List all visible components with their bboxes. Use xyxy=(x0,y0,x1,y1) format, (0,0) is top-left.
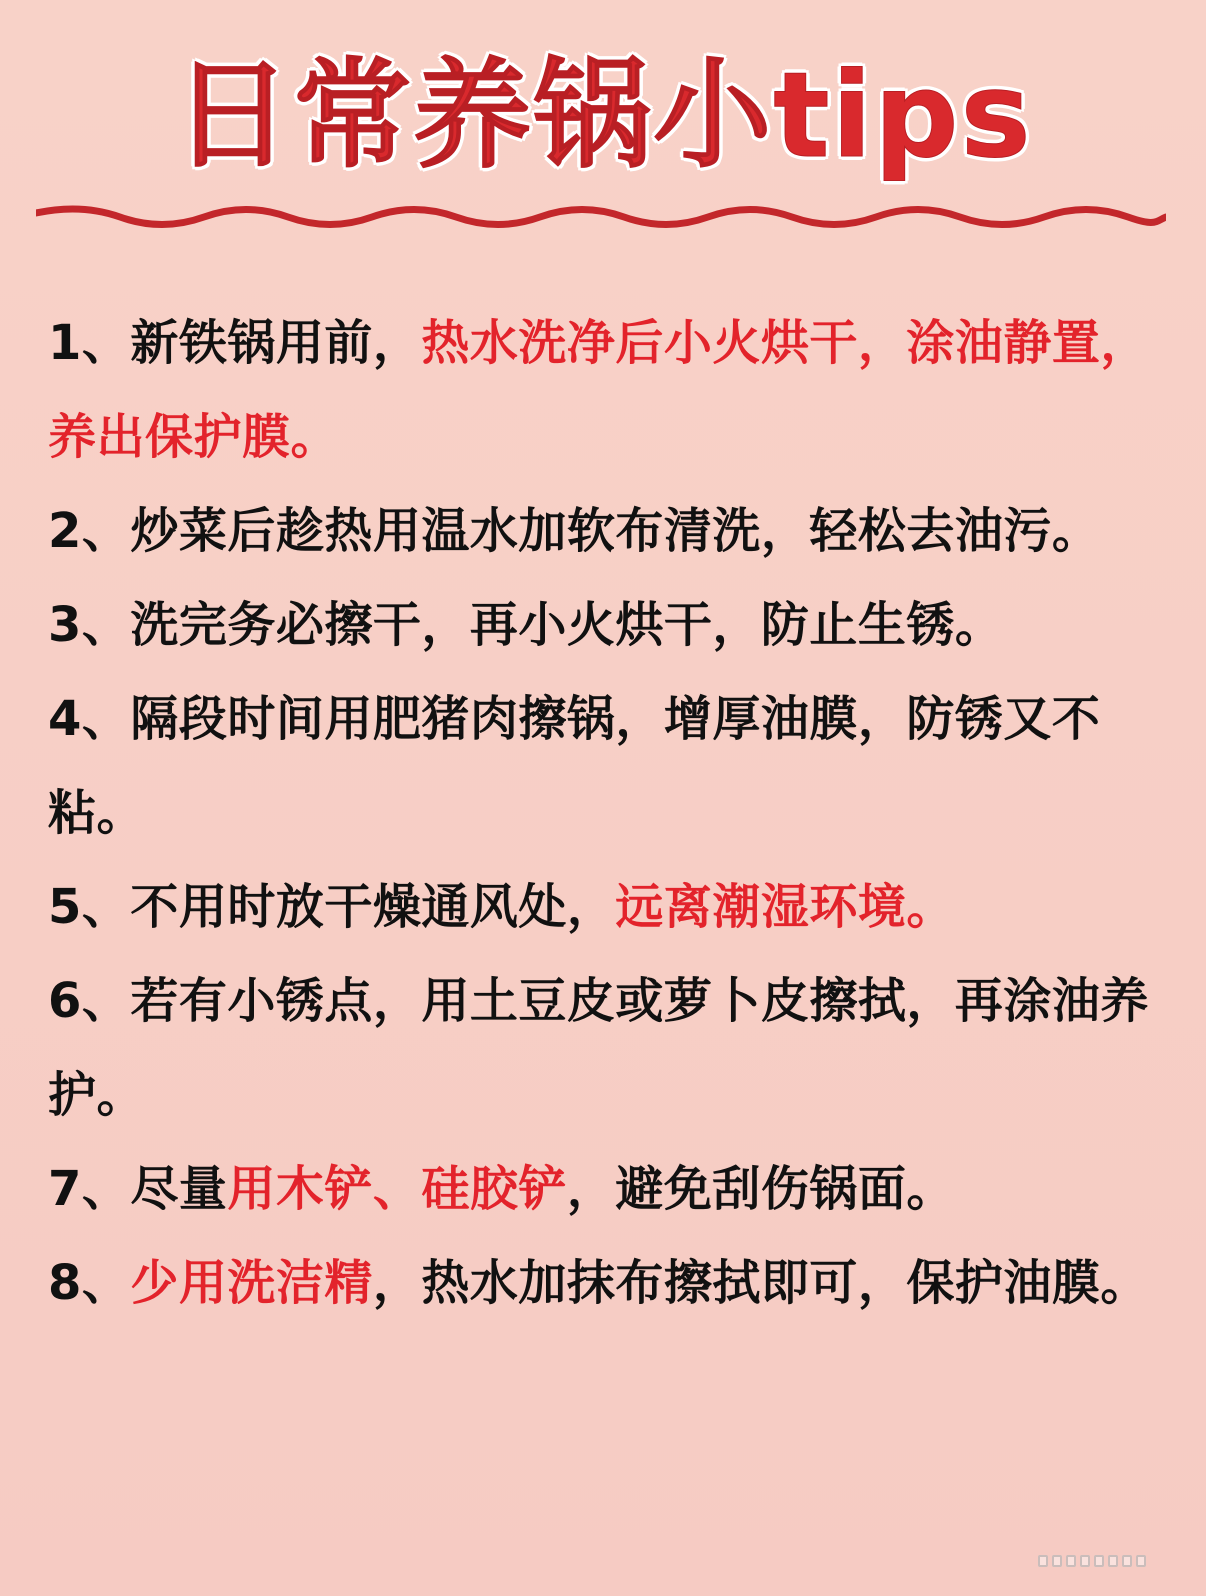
tip-item-2 xyxy=(48,484,1160,578)
tip-7-highlight: 用木铲、硅胶铲 xyxy=(227,1161,567,1217)
tip-7-tail: ，避免刮伤锅面。 xyxy=(566,1161,955,1217)
watermark-block-icon xyxy=(1080,1555,1090,1567)
tip-4-text: 4、隔段时间用肥猪肉擦锅，增厚油膜，防锈又不粘。 xyxy=(48,691,1101,841)
watermark-block-icon xyxy=(1136,1555,1146,1567)
watermark-block-icon xyxy=(1052,1555,1062,1567)
watermark-icon xyxy=(1038,1552,1178,1568)
watermark-block-icon xyxy=(1094,1555,1104,1567)
tip-1-highlight: 热水洗净后小火烘干，涂油静置，养出保护膜。 xyxy=(48,315,1149,465)
tip-6-text: 6、若有小锈点，用土豆皮或萝卜皮擦拭，再涂油养护。 xyxy=(48,973,1149,1123)
tip-item-4 xyxy=(48,672,1160,860)
tip-item-8 xyxy=(48,1236,1160,1330)
tip-item-3 xyxy=(48,578,1160,672)
watermark-block-icon xyxy=(1108,1555,1118,1567)
tip-2-text: 2、炒菜后趁热用温水加软布清洗，轻松去油污。 xyxy=(48,503,1101,559)
tip-5-text: 5、不用时放干燥通风处， xyxy=(48,879,616,935)
tip-3-text: 3、洗完务必擦干，再小火烘干，防止生锈。 xyxy=(48,597,1004,653)
title-area xyxy=(0,40,1206,200)
tip-item-7 xyxy=(48,1142,1160,1236)
tip-1-text: 1、新铁锅用前， xyxy=(48,315,422,371)
tip-8-tail: ，热水加抹布擦拭即可，保护油膜。 xyxy=(372,1255,1149,1311)
tip-8-highlight: 少用洗洁精 xyxy=(130,1255,373,1311)
watermark-block-icon xyxy=(1066,1555,1076,1567)
tip-item-1 xyxy=(48,296,1160,484)
wavy-divider xyxy=(36,205,1166,239)
watermark-block-icon xyxy=(1122,1555,1132,1567)
tip-item-6 xyxy=(48,954,1160,1142)
tip-7-text: 7、尽量 xyxy=(48,1161,228,1217)
tip-5-highlight: 远离潮湿环境。 xyxy=(615,879,955,935)
page-title: 日常养锅小tips xyxy=(173,46,1033,184)
tip-item-5 xyxy=(48,860,1160,954)
tip-8-text: 8、 xyxy=(48,1255,131,1311)
tips-list xyxy=(48,296,1160,1330)
watermark-block-icon xyxy=(1038,1555,1048,1567)
